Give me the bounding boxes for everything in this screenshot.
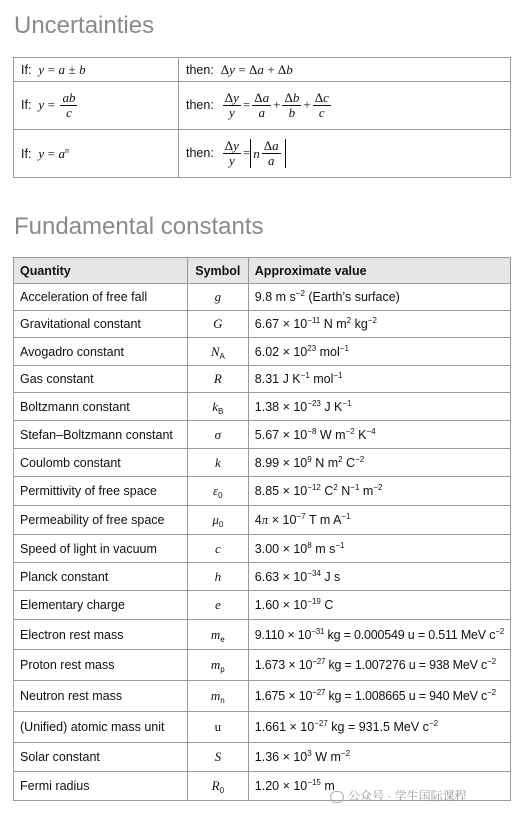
symbol-cell: h [187,563,248,591]
value-cell: $1.20 \times 10^{-15}$ m [248,772,510,801]
value-cell: $1.673 \times 10^{-27}$ kg = 1.007276 u = 938 MeV $c^{-2}$ [248,650,510,681]
value-cell: $8.85 \times 10^{-12}$ $C^2$ $N^{-1}$ $m^{-2}$ [248,477,510,506]
then-label: then: [186,97,214,112]
uncertainties-title: Uncertainties [14,12,155,39]
uncertainty-result: then: $\frac{\Delta y}{y}$ = n $\frac{\Delta a}{a}$ [179,130,511,178]
constants-title: Fundamental constants [14,213,264,240]
table-row [14,563,511,591]
value-cell: $3.00 \times 10^8$ m $s^{-1}$ [248,535,510,563]
watermark [330,787,467,804]
quantity-cell: Stefan–Boltzmann constant [14,421,188,449]
symbol-cell: $m_p$ [187,650,248,681]
if-label: If: [21,62,32,77]
uncertainty-condition: If: y = $\frac{ab}{c}$ [14,82,179,130]
symbol-cell: $R_0$ [187,772,248,801]
table-row [14,681,511,712]
quantity-cell: Speed of light in vacuum [14,535,188,563]
uncertainty-result: then: $\frac{\Delta y}{y}$ = $\frac{\Delta a}{a}$ + $\frac{\Delta b}{b}$ + $\frac{\Delta c}{c}$ [179,82,511,130]
header-value: Approximate value [248,258,510,284]
uncertainties-table [13,57,511,178]
quantity-cell: Coulomb constant [14,449,188,477]
symbol-cell: $m_n$ [187,681,248,712]
symbol-cell: g [187,284,248,311]
quantity-cell: Gravitational constant [14,311,188,338]
quantity-cell: Elementary charge [14,591,188,620]
constants-header-row [14,258,511,284]
value-cell: $1.661 \times 10^{-27}$ kg = 931.5 MeV $c^{-2}$ [248,712,510,743]
quantity-cell: Boltzmann constant [14,393,188,421]
wechat-icon [330,791,344,803]
table-row [14,506,511,535]
quantity-cell: Fermi radius [14,772,188,801]
value-cell: 8.31 J $K^{-1}$ mol$^{-1}$ [248,366,510,393]
quantity-cell: Gas constant [14,366,188,393]
then-label: then: [186,62,214,77]
table-row [14,393,511,421]
value-cell: $5.67 \times 10^{-8}$ W $m^{-2}$ $K^{-4}$ [248,421,510,449]
quantity-cell: Proton rest mass [14,650,188,681]
table-row [14,535,511,563]
uncertainty-condition: If: y = a ± b [14,58,179,82]
constants-table [13,257,511,801]
table-row [14,591,511,620]
uncertainty-row-sum [14,58,511,82]
table-row [14,311,511,338]
if-label: If: [21,97,32,112]
table-row [14,620,511,650]
quantity-cell: Acceleration of free fall [14,284,188,311]
symbol-cell: S [187,743,248,772]
quantity-cell: Planck constant [14,563,188,591]
table-row [14,477,511,506]
uncertainty-row-power [14,130,511,178]
uncertainty-condition: If: $y = a^n$ [14,130,179,178]
header-symbol: Symbol [187,258,248,284]
quantity-cell: (Unified) atomic mass unit [14,712,188,743]
value-cell: $6.63 \times 10^{-34}$ J s [248,563,510,591]
symbol-cell: k [187,449,248,477]
value-cell: $1.60 \times 10^{-19}$ C [248,591,510,620]
table-row [14,366,511,393]
quantity-cell: Neutron rest mass [14,681,188,712]
uncertainty-row-product [14,82,511,130]
value-cell: $1.38 \times 10^{-23}$ J $K^{-1}$ [248,393,510,421]
if-label: If: [21,146,32,161]
table-row [14,650,511,681]
value-cell: $6.67 \times 10^{-11}$ N $m^2$ $kg^{-2}$ [248,311,510,338]
value-cell: $4\pi \times 10^{-7}$ T m $A^{-1}$ [248,506,510,535]
table-row [14,743,511,772]
symbol-cell: R [187,366,248,393]
uncertainty-result: then: Δy = Δa + Δb [179,58,511,82]
symbol-cell: u [187,712,248,743]
value-cell: $1.36 \times 10^3$ W $m^{-2}$ [248,743,510,772]
then-label: then: [186,145,214,160]
symbol-cell: $m_e$ [187,620,248,650]
symbol-cell: $N_A$ [187,338,248,366]
quantity-cell: Permeability of free space [14,506,188,535]
value-cell: 9.8 m $s^{-2}$ (Earth’s surface) [248,284,510,311]
symbol-cell: G [187,311,248,338]
symbol-cell: σ [187,421,248,449]
table-row [14,284,511,311]
symbol-cell: c [187,535,248,563]
quantity-cell: Solar constant [14,743,188,772]
symbol-cell: e [187,591,248,620]
header-quantity: Quantity [14,258,188,284]
value-cell: $6.02 \times 10^{23}$ mol$^{-1}$ [248,338,510,366]
symbol-cell: $k_B$ [187,393,248,421]
table-row [14,338,511,366]
symbol-cell: $\varepsilon_0$ [187,477,248,506]
quantity-cell: Avogadro constant [14,338,188,366]
table-row [14,449,511,477]
value-cell: $9.110 \times 10^{-31}$ kg = 0.000549 u = 0.511 MeV $c^{-2}$ [248,620,510,650]
quantity-cell: Permittivity of free space [14,477,188,506]
value-cell: $8.99 \times 10^9$ N $m^2$ $C^{-2}$ [248,449,510,477]
table-row [14,421,511,449]
value-cell: $1.675 \times 10^{-27}$ kg = 1.008665 u = 940 MeV $c^{-2}$ [248,681,510,712]
watermark-text: 公众号 · 学生国际课程 [348,789,467,803]
symbol-cell: $\mu_0$ [187,506,248,535]
quantity-cell: Electron rest mass [14,620,188,650]
table-row [14,712,511,743]
